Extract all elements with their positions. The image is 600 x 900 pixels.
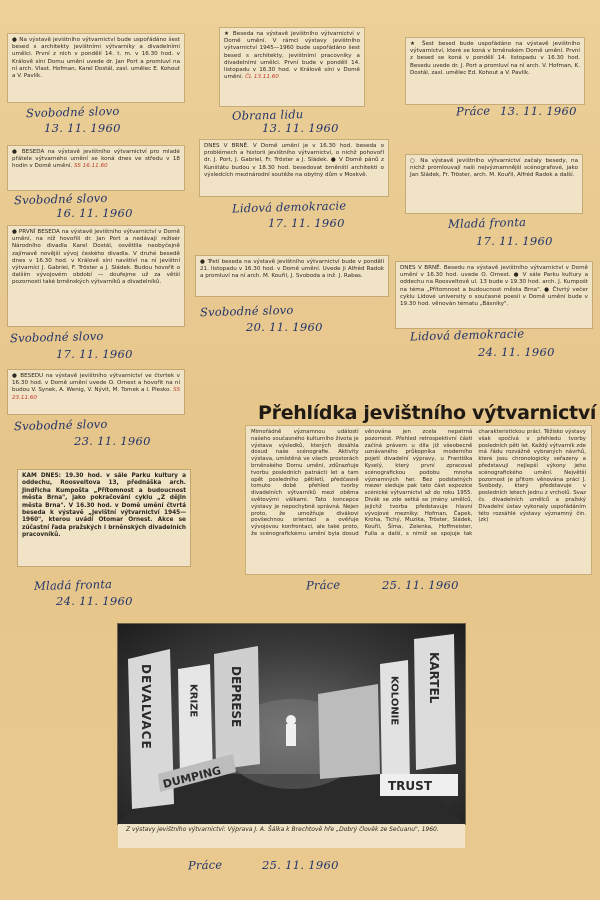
clipping-8-date: 20. 11. 1960 <box>246 320 323 334</box>
clipping-5-source: Lidová demokracie <box>231 198 347 216</box>
clipping-4-source: Svobodné slovo <box>13 190 108 208</box>
article-date: 25. 11. 1960 <box>382 578 459 592</box>
clipping-11-date: 24. 11. 1960 <box>56 594 133 608</box>
clipping-1-source: Svobodné slovo <box>25 103 120 121</box>
clipping-1-text: ● Na výstavě jevištního výtvarnictví bude uspořádáno šest besed s architekty jevištními výtvarníky a divadelními umělci. První z nich v pondělí 14. t. m. v 16.30 hod. v Králově síni Domu umění uvede dr. Jan Port a promluví na ní arch. Vlast. Hofman, Karel Dostál, zasl. umělec E. Kohout a V. Pavlík. <box>12 37 180 80</box>
clipping-7-text: ● PRVNÍ BESEDA na výstavě jevištního výtvarnictví v Domě umění, na níž hovořili dr. Jan Port a nedávají režisér Národního divadla Karel Dostál, osvětlila neobyčejně zajímavě novější vývoj českého divadla. V druhé besedě dnes v 16.30 hod. v Králově síni navštíví na ní jevištní výtvarníci J. Gabriel, F. Tröster a J. Sládek. Budou hovořit o dalším vývojovém období — doufejme už za větší pozornosti také brněnských výtvarníků a divadelníků. <box>12 229 180 286</box>
clipping-8-source: Svobodné slovo <box>199 302 294 320</box>
clipping-4 <box>8 146 184 190</box>
sign-kartel: KARTEL <box>427 652 441 704</box>
clipping-11-text: KAM DNES: 19.30 hod. v sále Parku kultury a oddechu, Roosveltova 13, přednáška arch. Jindřicha Kumpošta „Přítomnost a budoucnost města Brna", jako pokračování cyklu „Z dějin města Brna". V 16.30 hod. v Domě umění čtvrtá beseda k výstavě „Jevištní výtvarnictví 1945—1960", kterou uvádí Otomar Ornest. Akce se zúčastní řada pražských i brněnských divadelních pracovníků. <box>22 473 186 539</box>
clipping-3-text: ★ Šest besed bude uspořádáno na výstavě jevištního výtvarnictví, které se koná v brněnském Domě umění. První z besed se koná v pondělí 14. listopadu v 16.30 hod. Besedu uvede dr. J. Port a promluví na ní arch. V. Hofman, K. Dostál, zasl. umělec Ed. Kohout a V. Pavlík. <box>410 41 580 76</box>
sign-krize: KRIZE <box>187 684 199 718</box>
clipping-6 <box>406 155 582 213</box>
clipping-10-text: ● BESEDU na výstavě jevištního výtvarnictví ve čtvrtek v 16.30 hod. v Domě umění uvede O. Ornest a hovořit na ní budou V. Synek, A. Wenig, V. Nývlt, M. Tomek a I. Plesko. <box>12 373 180 394</box>
clipping-3-date: 13. 11. 1960 <box>500 104 577 118</box>
clipping-7-source: Svobodné slovo <box>9 328 104 346</box>
clipping-10 <box>8 370 184 414</box>
clipping-3 <box>406 38 584 104</box>
clipping-4-date: 16. 11. 1960 <box>56 206 133 220</box>
clipping-7-date: 17. 11. 1960 <box>56 347 133 361</box>
photo-source: Práce <box>187 857 223 873</box>
clipping-9-date: 24. 11. 1960 <box>478 345 555 359</box>
clipping-5 <box>200 140 388 196</box>
clipping-9-source: Lidová demokracie <box>409 326 525 344</box>
clipping-11-source: Mladá fronta <box>33 576 113 594</box>
article-headline: Přehlídka jevištního výtvarnictví <box>258 402 597 424</box>
clipping-11 <box>18 470 190 566</box>
clipping-5-text: DNES V BRNĚ. V Domě umění je v 16.30 hod. beseda o problémech a historii jevištního výtvarnictví, o nichž pohovoří dr. J. Port, J. Gabriel, Fr. Tröster a J. Sládek. ● V Domě pánů z Kunštátu budou v 18.30 hod. besedovat brněnští architekti o výsledcích mezinárodní soutěže na obytný dům v Moskvě. <box>204 143 384 178</box>
clipping-8 <box>196 256 388 296</box>
clipping-10-date: 23. 11. 1960 <box>74 434 151 448</box>
photo-caption: Z výstavy jevištního výtvarnictví: Výprava J. A. Šálka k Brechtově hře „Dobrý člověk ze Sečuanu", 1960. <box>118 824 465 848</box>
clipping-4-stamp: SS 16.11.60 <box>73 163 108 170</box>
clipping-9 <box>396 262 592 328</box>
clipping-8-text: ● Třetí beseda na výstavě jevištního výtvarnictví bude v pondělí 21. listopadu v 16.30 hod. v Domě umění. Uvede ji Alfréd Radok a promluví na ní arch. M. Kouřil, J. Svoboda a inž. J. Rabas. <box>200 259 384 280</box>
clipping-3-source: Práce <box>455 103 491 119</box>
stage-photo <box>118 624 465 824</box>
clipping-6-source: Mladá fronta <box>447 214 527 232</box>
clipping-2 <box>220 28 364 106</box>
sign-dumping: DUMPING <box>161 763 223 791</box>
clipping-7 <box>8 226 184 326</box>
clipping-4-text: ● BESEDA na výstavě jevištního výtvarnictví pro mladé přátele výtvarného umění se koná dnes ve středu v 18 hodin v Domě umění. <box>12 149 180 170</box>
clipping-2-date: 13. 11. 1960 <box>262 121 339 135</box>
clipping-6-date: 17. 11. 1960 <box>476 234 553 248</box>
clipping-10-source: Svobodné slovo <box>13 416 108 434</box>
article-body: Mimořádně významnou událostí našeho současného kulturního života je výstava výsledků, kterých dosáhla dosud naše scénografie. Aktivity výstava, umístěná ve všech prostorách brněnského Domu umění, zdůrazňuje tvorbu posledních patnácti let a tam opět posledního pětiletí, předčasně tomuto době přehled tvorby divadelních výtvarníků mezi oběma světovými válkami. Tato koncepce výstavy je nepochybně správná. Nejen proto, že umožňuje divákovi povšechnou orientaci a ověřuje vývojovou konfrontaci, ale také proto, že scénografickému umění byla dosud věnována jen zcela nepatrná pozornost. Přehled retrospektivní části začíná právem u díla již všeobecně uznávaného průkopníka moderního pojetí divadelní výpravy, u Františka Kyselý, který první zpracoval scénografickou podobu mnoha významných her. Bez podstatných mezer sleduje pak tato část expozice scénické výtvarnictví až do roku 1955. Divák se zde setká se jmény umělců, jejichž tvorba představuje hlavní vývojové mezníky: Hofman, Čapek, Kroha, Tichý, Muzika, Tröster, Sládek, Kouřil, Šíma, Zelenka, Hoffmeister, Fulla a další, s nimiž se spojuje tak charakteristickou práci. Těžisko výstavy však spočívá v přehledu tvorby posledních pěti let. Každý výtvarník zde má řádu rozvážně vybraných návrhů, které jsou chronologicky seřazeny a představují nejlepší výkony jeho scénografického umění. Největší pozornost je přitom věnována práci J. Svobody, který představuje v posledních letech jednu z vrcholů. Svaz čs. divadelních umělců a pražský Divadelní ústav vykonaly uspořádáním této rozsáhlé výstavy významný čin. (zk) <box>246 426 591 574</box>
stage-photo-illustration <box>118 624 465 824</box>
clipping-2-stamp: ČL 13.11.60 <box>245 74 279 81</box>
sign-trust: TRUST <box>388 779 432 793</box>
clipping-1 <box>8 34 184 102</box>
clipping-2-text: ★ Beseda na výstavě jevištního výtvarnictví v Domě umění. V rámci výstavy jevištního výtvarnictví 1945—1960 bude uspořádáno šest besed s architekty, jevištními pracovníky a divadelními umělci. První bude v pondělí 14. listopadu v 16.30 hod. v Králově síni v Domě umění. <box>224 31 360 81</box>
clipping-1-date: 13. 11. 1960 <box>44 121 121 135</box>
clipping-10-stamp: SS 23.11.60 <box>12 387 180 401</box>
photo-date: 25. 11. 1960 <box>262 858 339 872</box>
clipping-2-source: Obrana lidu <box>231 107 304 123</box>
clipping-6-text: ○ Na výstavě jevištního výtvarnictví začaly besedy, na nichž promlouvají naši nejvýznamnější scénografové, jako Jan Sládek, Fr. Tröster, arch. M. Kouřil, Alfréd Radok a další. <box>410 158 578 179</box>
sign-devalvace: DEVALVACE <box>139 664 153 750</box>
clipping-5-date: 17. 11. 1960 <box>268 216 345 230</box>
clipping-9-text: DNES V BRNĚ. Besedu na výstavě jevištního výtvarnictví v Domě umění v 16.30 hod. uvede O. Ornest. ● V sále Parku kultury a oddechu na Roosveltově ul. 13 bude v 19.30 hod. arch. J. Kumpošt na téma „Přítomnost a budoucnost města Brna". ● Čtvrtý večer cyklu Lidové university o současné poesii v Domě umění bude v 19.30 hod. věnován tématu „Básníky". <box>400 265 588 308</box>
sign-kolonie: KOLONIE <box>388 676 400 726</box>
sign-deprese: DEPRESE <box>229 666 243 728</box>
article-source: Práce <box>305 577 341 593</box>
